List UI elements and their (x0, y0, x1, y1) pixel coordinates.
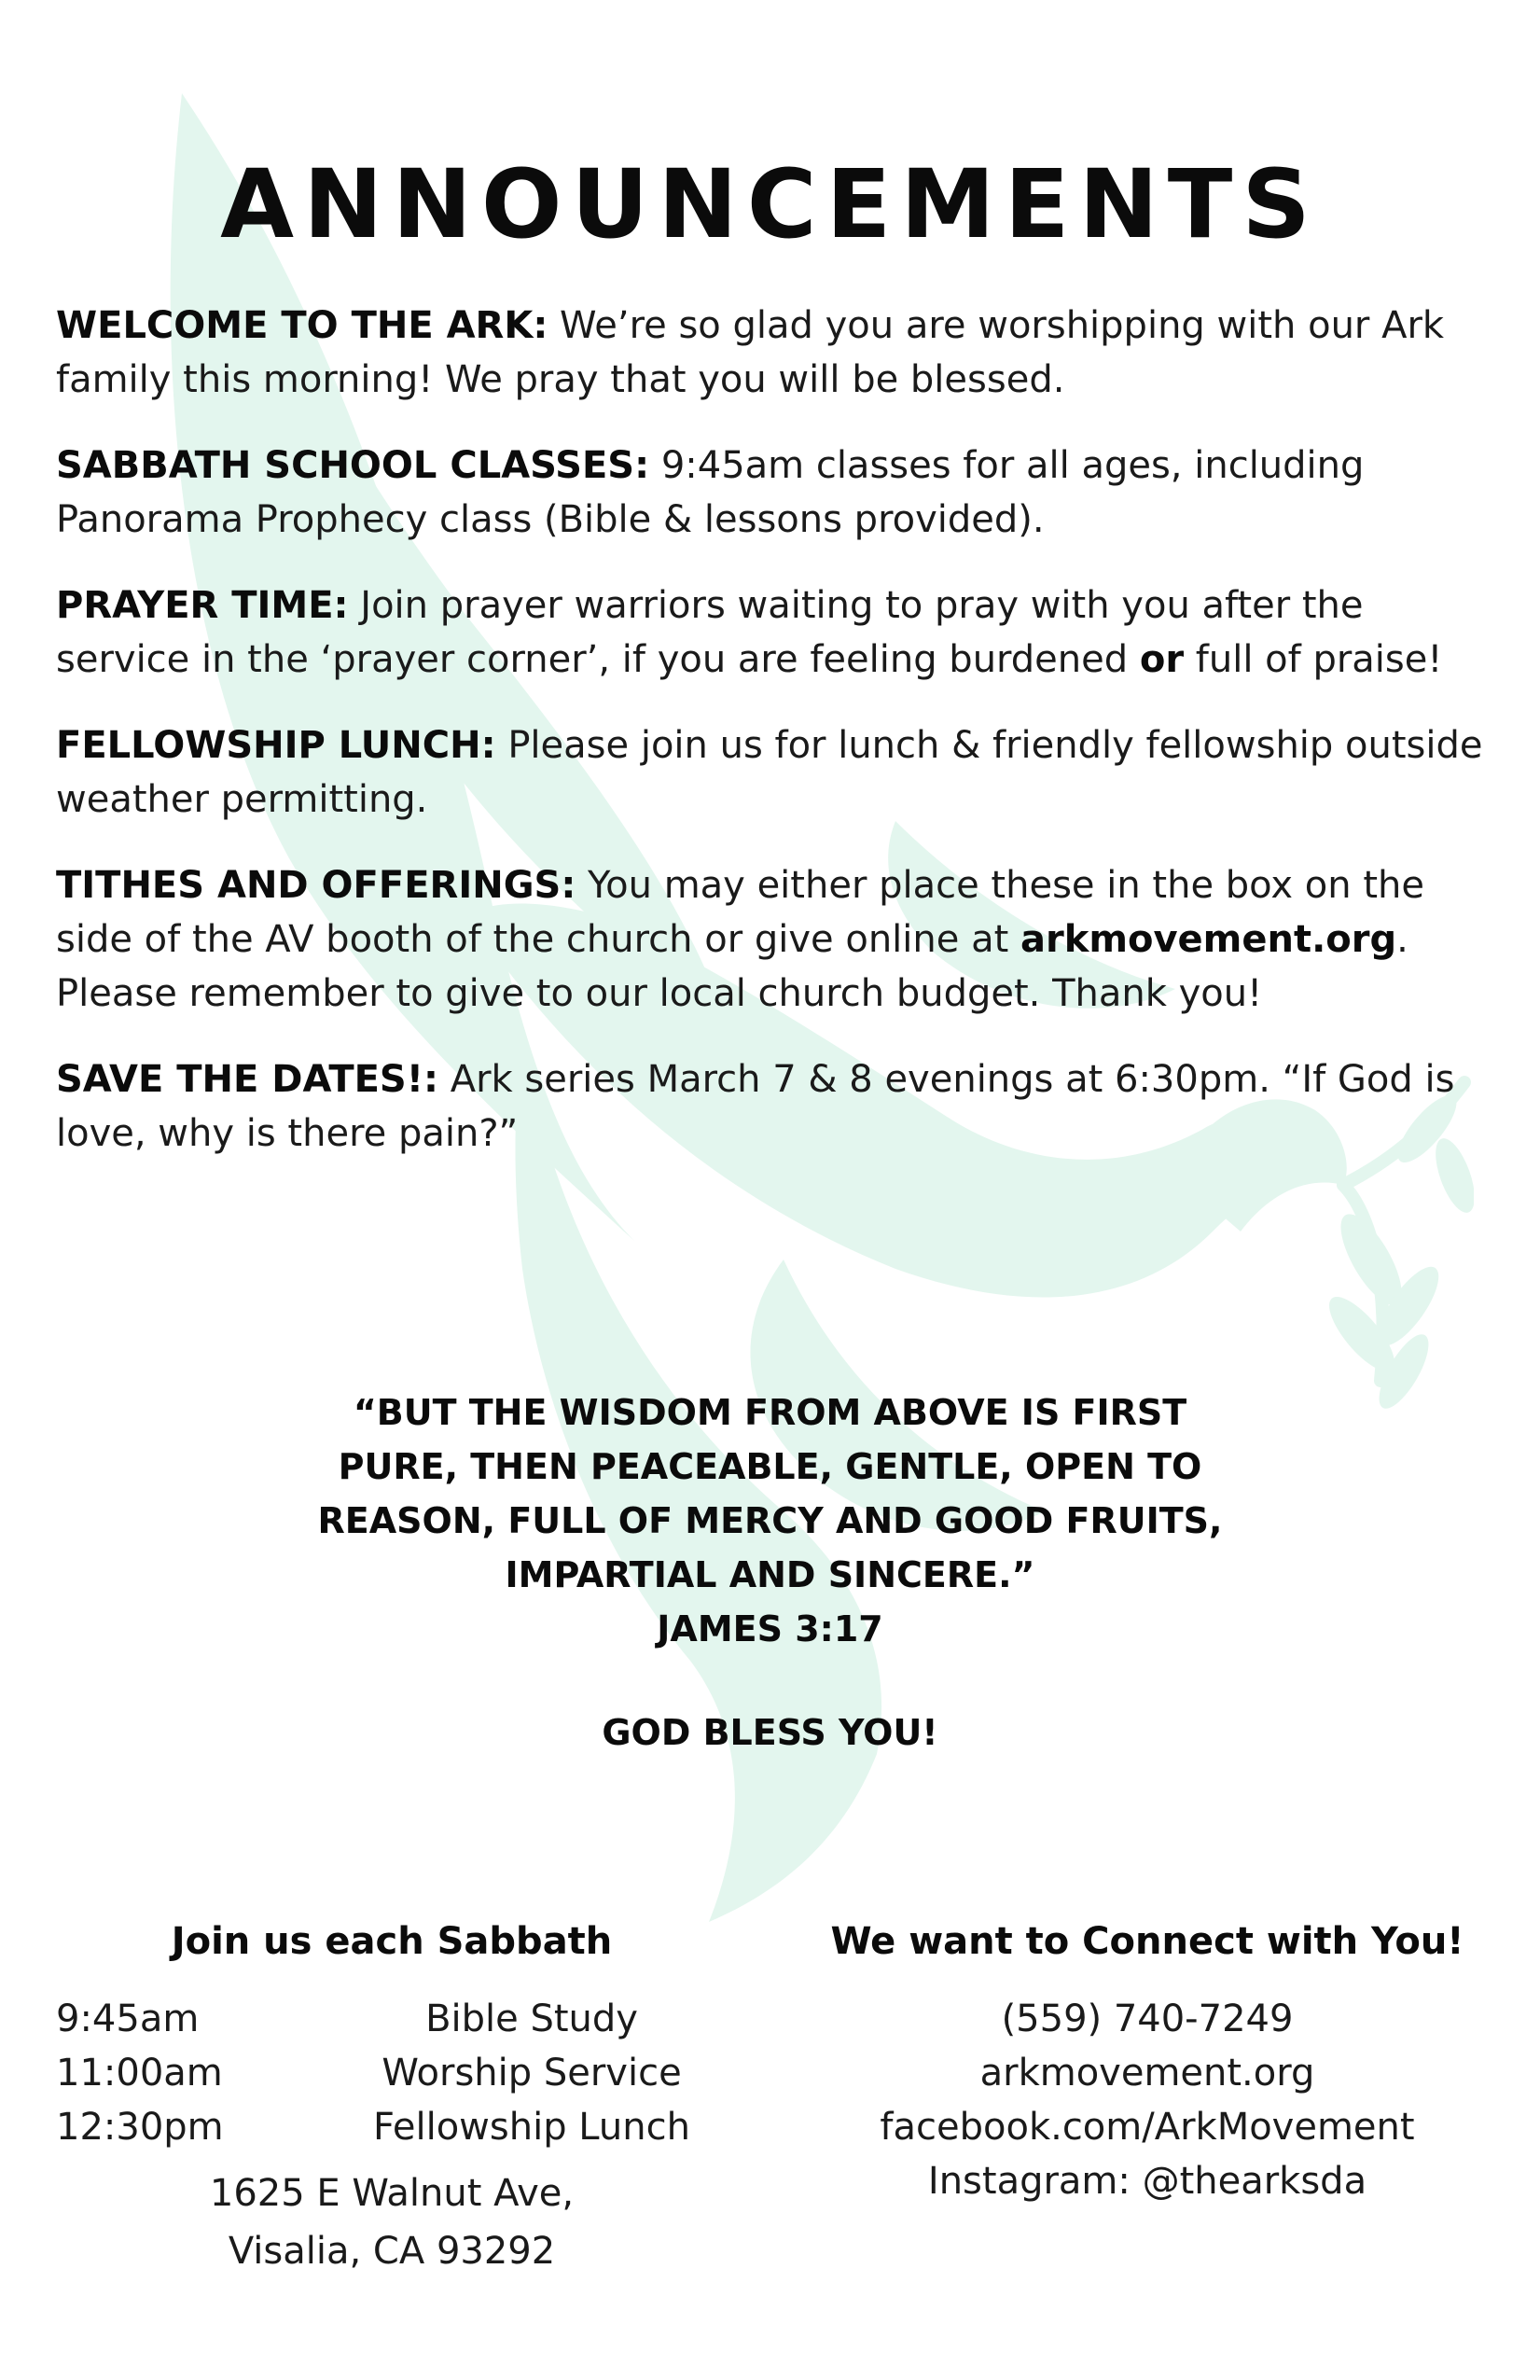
announcement-text: 9:45am classes for all ages, including Panorama Prophecy class (Bible & lessons provided). (56, 444, 1365, 541)
schedule-table (56, 1992, 728, 2154)
quote-reference: JAMES 3:17 (657, 1608, 883, 1649)
schedule-row (56, 2046, 728, 2100)
announcement-text: . Please remember to give to our local church budget. Thank you! (56, 918, 1408, 1015)
schedule-event: Fellowship Lunch (373, 2106, 690, 2149)
announcement-list (56, 299, 1492, 1192)
blessing-text: GOD BLESS YOU! (602, 1712, 938, 1753)
announcement-label: SAVE THE DATES!: (56, 1058, 438, 1101)
quote-line: “BUT THE WISDOM FROM ABOVE IS FIRST (353, 1392, 1187, 1433)
schedule-heading: Join us each Sabbath (171, 1920, 613, 1963)
announcement-label: PRAYER TIME: (56, 584, 349, 627)
announcement-label: WELCOME TO THE ARK: (56, 304, 548, 347)
contact-info (802, 1992, 1492, 2208)
quote-line: REASON, FULL OF MERCY AND GOOD FRUITS, (317, 1500, 1223, 1541)
announcement-text: Please join us for lunch & friendly fellowship outside weather permitting. (56, 724, 1483, 821)
announcement-welcome (56, 299, 1492, 407)
quote-line: PURE, THEN PEACEABLE, GENTLE, OPEN TO (338, 1446, 1202, 1487)
announcement-prayer-time (56, 578, 1492, 687)
announcement-fellowship-lunch (56, 718, 1492, 827)
announcement-text: We’re so glad you are worshipping with our Ark family this morning! We pray that you will be blessed. (56, 304, 1445, 401)
quote-line: IMPARTIAL AND SINCERE.” (505, 1554, 1035, 1595)
instagram-handle[interactable]: Instagram: @thearksda (927, 2160, 1367, 2203)
announcement-save-dates (56, 1052, 1492, 1161)
announcement-sabbath-school (56, 438, 1492, 547)
announcement-text: Ark series March 7 & 8 evenings at 6:30pm. “If God is love, why is there pain?” (56, 1058, 1455, 1155)
announcement-tithes (56, 858, 1492, 1021)
address-line: Visalia, CA 93292 (228, 2230, 556, 2273)
announcement-label: TITHES AND OFFERINGS: (56, 864, 576, 907)
schedule-row (56, 1992, 728, 2046)
phone-number[interactable]: (559) 740-7249 (1001, 1997, 1294, 2040)
announcement-emphasis: or (1139, 638, 1185, 681)
announcement-label: FELLOWSHIP LUNCH: (56, 724, 496, 767)
schedule-time: 9:45am (56, 1997, 200, 2040)
website-link[interactable]: arkmovement.org (1020, 918, 1397, 961)
church-address (56, 2164, 728, 2280)
schedule-time: 12:30pm (56, 2106, 224, 2149)
schedule-event: Bible Study (425, 1997, 638, 2040)
announcement-text: You may either place these in the box on the side of the AV booth of the church or give online at (56, 864, 1424, 961)
website-link[interactable]: arkmovement.org (979, 2052, 1315, 2095)
facebook-link[interactable]: facebook.com/ArkMovement (880, 2106, 1415, 2149)
announcement-label: SABBATH SCHOOL CLASSES: (56, 444, 650, 487)
schedule-event: Worship Service (382, 2052, 682, 2095)
schedule-time: 11:00am (56, 2052, 223, 2095)
page-title: ANNOUNCEMENTS (220, 149, 1320, 260)
announcement-text: full of praise! (1195, 638, 1443, 681)
address-line: 1625 E Walnut Ave, (209, 2172, 575, 2215)
announcement-text: Join prayer warriors waiting to pray with you after the service in the ‘prayer corner’, if you are feeling burdened (56, 584, 1364, 681)
contact-heading: We want to Connect with You! (830, 1920, 1464, 1963)
scripture-quote (0, 1385, 1540, 1656)
schedule-row (56, 2100, 728, 2154)
